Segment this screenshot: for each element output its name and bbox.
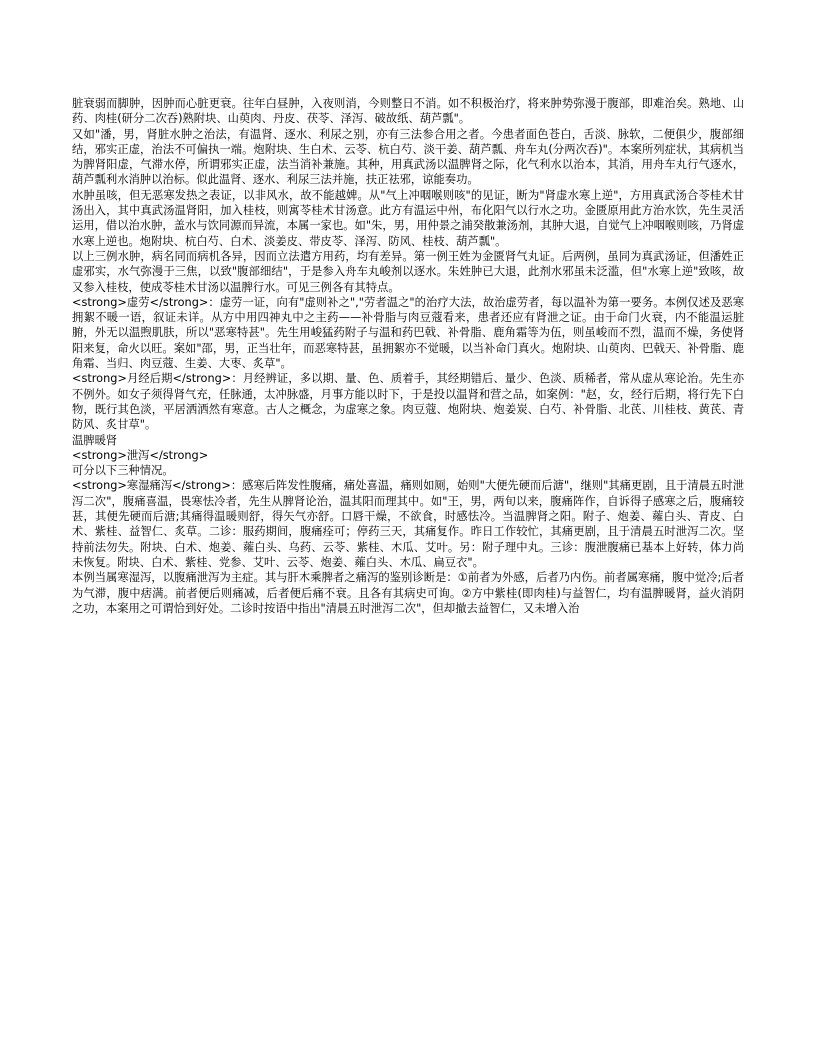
- paragraph: 可分以下三种情况。: [72, 464, 174, 478]
- document-body: [72, 96, 744, 616]
- paragraph: <strong>虚劳</strong>：虚劳一证，向有"虚则补之","劳者温之"的治疗大法，故治虚劳者，每以温补为第一要务。本例仅述及恶寒拥絮不暖一语，叙证未详。从方中用四神丸中之主药——补骨脂与肉豆蔻看来，患者还应有肾泄之证。由于命门火衰，内不能温运脏腑，外无以温煦肌肤，所以"恶寒特甚"。先生用峻猛药附子与温和药巴戟、补骨脂、鹿角霜等为伍，则虽峻而不烈，温而不燥，务使肾阳来复，命火以旺。案如"邵，男，正当壮年，而恶寒特甚，虽拥絮亦不觉暖，以当补命门真火。炮附块、山萸肉、巴戟天、补骨脂、鹿角霜、当归、肉豆蔻、生姜、大枣、炙草"。: [72, 295, 744, 371]
- paragraph: <strong>寒湿痛泻</strong>：感寒后阵发性腹痛，痛处喜温，痛则如厕，始则"大便先硬而后溏"，继则"其痛更剧，且于清晨五时泄泻二次"，腹痛喜温，畏寒怯冷者，先生从脾肾论治，温其阳而理其中。如"王，男，两旬以来，腹痛阵作，自诉得子感寒之后，腹痛较甚，其便先硬而后溏;其痛得温暖则舒，得矢气亦舒。口唇干燥，不欲食，时感怯冷。当温脾肾之阳。附子、炮姜、蕹白头、青皮、白术、紫桂、益智仁、炙草。二诊：服药期间，腹痛痊可；停药三天，其痛复作。昨日工作较忙，其痛更剧，且于清晨五时泄泻二次。坚持前法勿失。附块、白术、炮姜、蕹白头、乌药、云苓、紫桂、木瓜、艾叶。另：附子理中丸。三诊：腹泄腹痛已基本上好转，体力尚未恢复。附块、白术、紫桂、党参、艾叶、云苓、炮姜、蕹白头、木瓜、扁豆衣"。: [72, 479, 744, 569]
- paragraph: 本例当属寒湿泻，以腹痛泄泻为主症。其与肝木乘脾者之痛泻的鉴别诊断是：①前者为外感，后者乃内伤。前者属寒痛，腹中觉冷;后者为气滞，腹中痞满。前者便后则痛减，后者便后痛不衰。且各有其病史可询。②方中紫桂(即肉桂)与益智仁，均有温脾暖肾，益火消阴之功，本案用之可谓恰到好处。二诊时按语中指出"清晨五时泄泻二次"，但却撤去益智仁，又未增入治: [72, 571, 744, 615]
- paragraph: 又如"潘，男，肾脏水肿之治法，有温肾、逐水、利尿之别，亦有三法参合用之者。今患者面色苍白，舌淡、脉软，二便俱少，腹部细结，邪实正虚，治法不可偏执一端。炮附块、生白术、云苓、杭白芍、淡干姜、葫芦瓢、舟车丸(分两次吞)"。本案所列症状，其病机当为脾肾阳虚，气滞水停，所谓邪实正虚，法当消补兼施。其种，用真武汤以温脾肾之际，化气利水以治本，其消，用舟车丸行气逐水，葫芦瓢利水消肿以治标。似此温肾、逐水、利尿三法并施，扶正祛邪，谅能奏功。: [72, 127, 744, 187]
- section-heading: 温脾暖肾: [72, 433, 118, 447]
- paragraph: <strong>月经后期</strong>：月经辨证，多以期、量、色、质着手，其经期错后、量少、色淡、质稀者，常从虚从寒论治。先生亦不例外。如女子须得肾气充，任脉通，太冲脉盛，月事方能以时下，于是投以温肾和营之品，如案例："赵，女，经行后期，将行先下白物，既行其色淡，平居洒洒然有寒意。古人之概念，为虚寒之象。肉豆蔻、炮附块、炮姜炭、白芍、补骨脂、北芪、川桂枝、黄芪、青防风、炙甘草"。: [72, 372, 744, 432]
- paragraph: 脏衰弱而脚肿，因肿而心脏更衰。往年白昼肿，入夜则消，今则整日不消。如不积极治疗，将来肿势弥漫于腹部，即难治矣。熟地、山药、肉桂(研分二次吞)熟附块、山萸肉、丹皮、茯苓、泽泻、破故纸、葫芦瓢"。: [72, 97, 744, 126]
- paragraph: 水肿虽咳，但无恶寒发热之表证，以非风水，故不能越婢。从"气上冲咽喉则咳"的见证，断为"肾虚水寒上逆"，方用真武汤合苓桂术甘汤出入，其中真武汤温肾阳，加入桂枝，则寓苓桂术甘汤意。此方有温运中州，布化阳气以行水之功。金匮原用此方治水饮，先生灵活运用，借以治水肿，盖水与饮同源而异流，本属一家也。如"朱，男，用仲景之浦癸散兼汤剂，其肿大退，自觉气上冲咽喉则咳，乃肾虚水寒上逆也。炮附块、杭白芍、白术、淡姜皮、带皮苓、泽泻、防风、桂枝、葫芦瓢"。: [72, 188, 744, 248]
- subsection-heading: <strong>泄泻</strong>: [72, 448, 209, 462]
- paragraph: 以上三例水肿，病名同而病机各异，因而立法遣方用药，均有差异。第一例王姓为金匮肾气丸证。后两例，虽同为真武汤证，但潘姓正虚邪实，水气弥漫于三焦，以致"腹部细结"，于是参入舟车丸峻剂以逐水。朱姓肿已大退，此剂水邪虽未泛滥，但"水寒上逆"致咳，故又参入桂枝，使成苓桂术甘汤以温脾行水。可见三例各有其特点。: [72, 249, 744, 294]
